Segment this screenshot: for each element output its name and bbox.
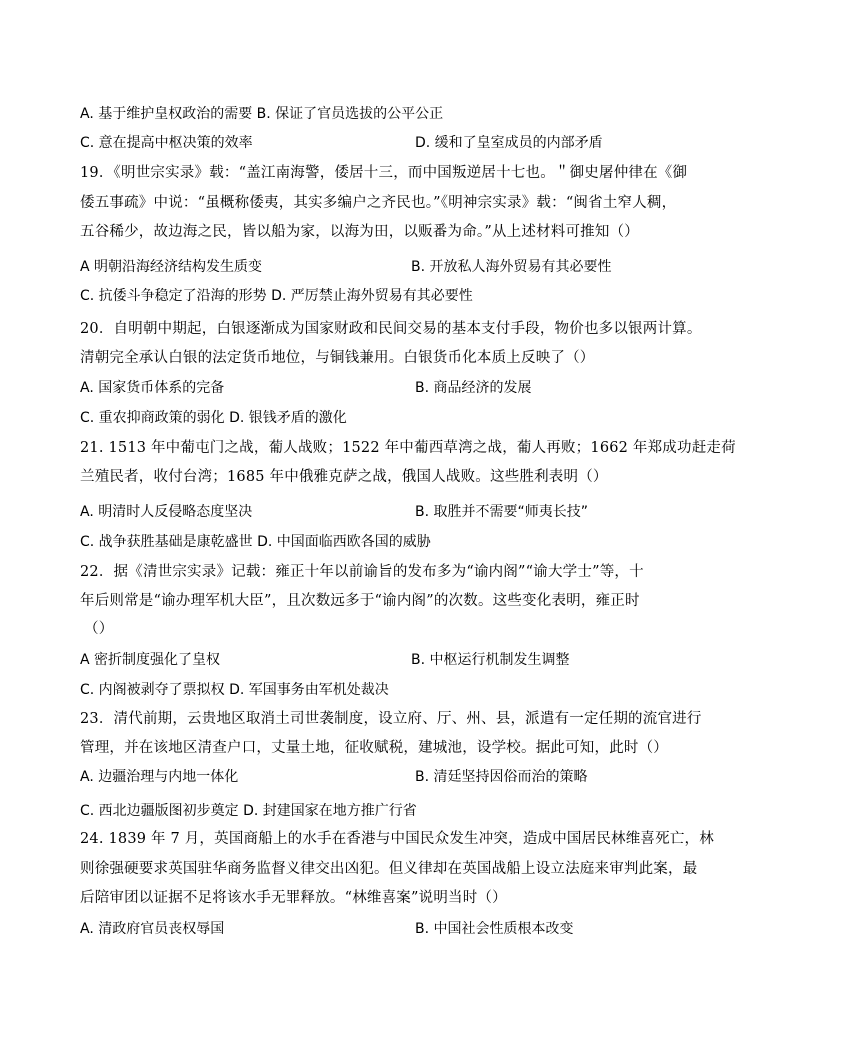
q22-stem-line-2: 年后则常是“谕办理军机大臣”，且次数远多于“谕内阁”的次数。这些变化表明，雍正时 — [80, 593, 640, 609]
q23-option-a: A. 边疆治理与内地一体化 — [80, 769, 239, 785]
q22-option-cd: C. 内阁被剥夺了票拟权 D. 军国事务由军机处裁决 — [80, 682, 389, 698]
q22-option-b: B. 中枢运行机制发生调整 — [411, 652, 570, 668]
q19-stem-line-2: 倭五事疏》中说：“虽概称倭夷，其实多编户之齐民也。”《明神宗实录》载：“闽省土窄人稠， — [80, 195, 677, 211]
q20-option-a: A. 国家货币体系的完备 — [80, 380, 225, 396]
q23-stem-line-2: 管理，并在该地区清查户口，丈量土地，征收赋税，建城池，设学校。据此可知，此时（） — [80, 740, 668, 756]
q21-stem-line-1: 21. 1513 年中葡屯门之战，葡人战败；1522 年中葡西草湾之战，葡人再败；1662 年郑成功赶走荷 — [80, 440, 736, 456]
q23-option-b: B. 清廷坚持因俗而治的策略 — [415, 769, 588, 785]
q21-stem-line-2: 兰殖民者，收付台湾；1685 年中俄雅克萨之战，俄国人战败。这些胜利表明（） — [80, 469, 608, 485]
q19-stem-line-3: 五谷稀少，故边海之民，皆以船为家，以海为田，以贩番为命。”从上述材料可推知（） — [80, 224, 639, 240]
q18-option-d: D. 缓和了皇室成员的内部矛盾 — [415, 135, 603, 151]
q24-option-b: B. 中国社会性质根本改变 — [415, 921, 574, 937]
q20-stem-line-2: 清朝完全承认白银的法定货币地位，与铜钱兼用。白银货币化本质上反映了（） — [80, 350, 595, 366]
q20-option-b: B. 商品经济的发展 — [415, 380, 532, 396]
q20-option-cd: C. 重农抑商政策的弱化 D. 银钱矛盾的激化 — [80, 410, 347, 426]
q24-option-a: A. 清政府官员丧权辱国 — [80, 921, 225, 937]
q21-option-a: A. 明清时人反侵略态度坚决 — [80, 504, 253, 520]
q19-option-cd: C. 抗倭斗争稳定了沿海的形势 D. 严厉禁止海外贸易有其必要性 — [80, 288, 473, 304]
q23-stem-line-1: 23．清代前期，云贵地区取消土司世袭制度，设立府、厅、州、县，派遣有一定任期的流官进行 — [80, 711, 702, 727]
q22-stem-line-3: （） — [84, 621, 114, 637]
q19-option-b: B. 开放私人海外贸易有其必要性 — [411, 259, 612, 275]
q23-option-cd: C. 西北边疆版图初步奠定 D. 封建国家在地方推广行省 — [80, 803, 417, 819]
q20-stem-line-1: 20．自明朝中期起，白银逐渐成为国家财政和民间交易的基本支付手段，物价也多以银两计算。 — [80, 321, 702, 337]
q19-stem-line-1: 19．《明世宗实录》载：“盖江南海警，倭居十三，而中国叛逆居十七也。＂御史屠仲律在《御 — [80, 165, 688, 181]
q24-stem-line-3: 后陪审团以证据不足将该水手无罪释放。“林维喜案”说明当时（） — [80, 890, 507, 906]
q19-option-a: A 明朝沿海经济结构发生质变 — [80, 259, 263, 275]
q21-option-cd: C. 战争获胜基础是康乾盛世 D. 中国面临西欧各国的威胁 — [80, 534, 431, 550]
q18-option-ab: A. 基于维护皇权政治的需要 B. 保证了官员选拔的公平公正 — [80, 106, 444, 122]
q22-stem-line-1: 22．据《清世宗实录》记载：雍正十年以前谕旨的发布多为“谕内阁”“谕大学士”等，十 — [80, 564, 644, 580]
q24-stem-line-2: 则徐强硬要求英国驻华商务监督义律交出凶犯。但义律却在英国战船上设立法庭来审判此案，最 — [80, 861, 698, 877]
q21-option-b: B. 取胜并不需要“师夷长技” — [415, 504, 589, 520]
q22-option-a: A 密折制度强化了皇权 — [80, 652, 221, 668]
q24-stem-line-1: 24. 1839 年 7 月，英国商船上的水手在香港与中国民众发生冲突，造成中国居民林维喜死亡，林 — [80, 831, 714, 847]
q18-option-c: C. 意在提高中枢决策的效率 — [80, 135, 253, 151]
